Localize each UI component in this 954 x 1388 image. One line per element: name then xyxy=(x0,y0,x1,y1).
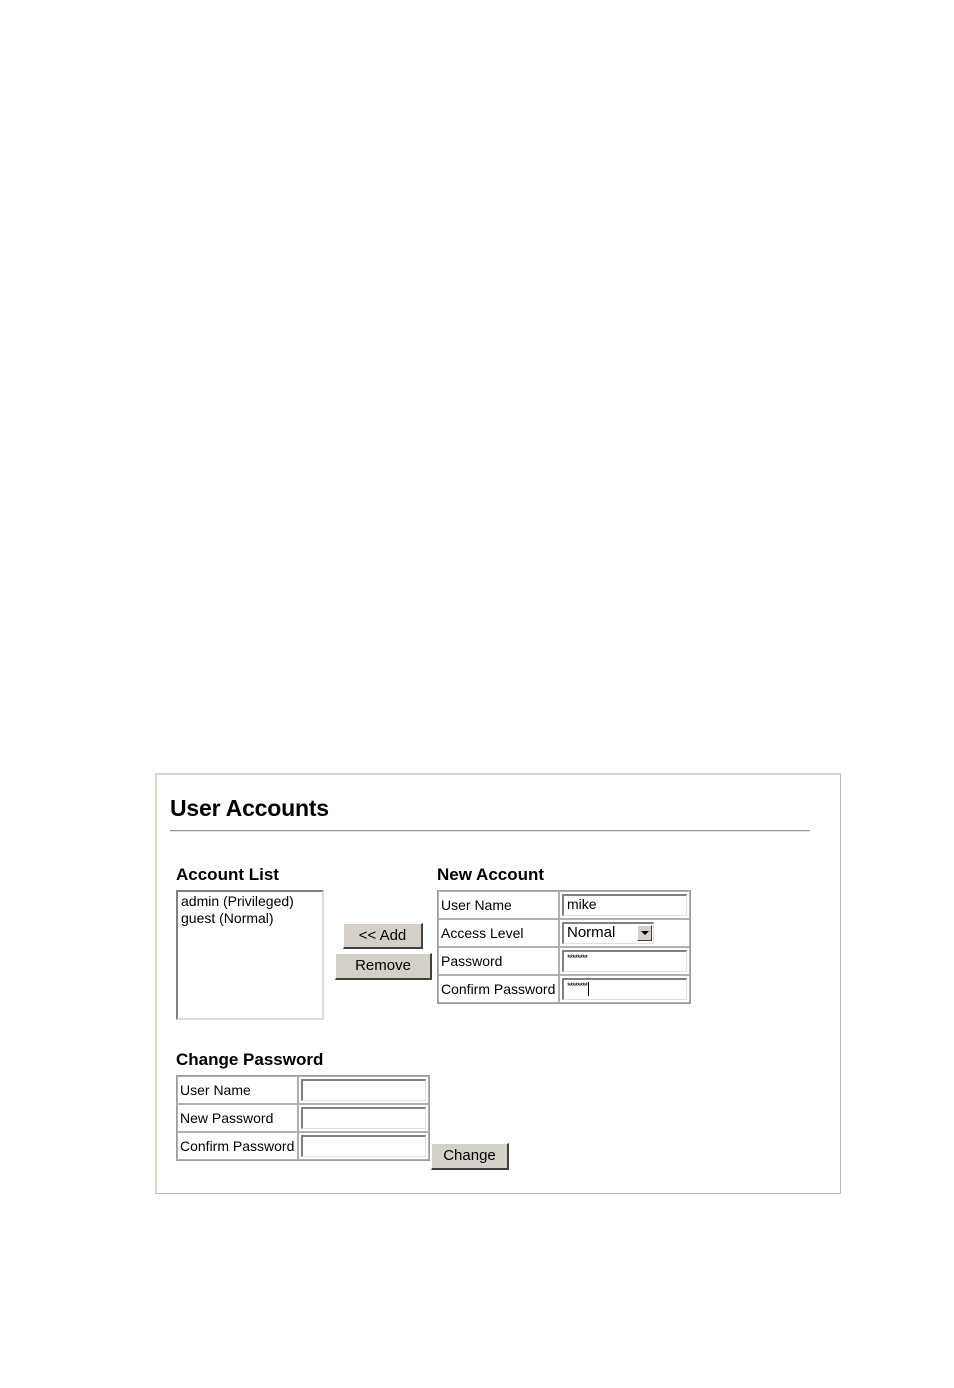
chevron-down-icon[interactable] xyxy=(637,925,652,941)
access-level-value: Normal xyxy=(567,924,616,941)
change-password-form xyxy=(176,1075,430,1161)
cp-user-name-input[interactable] xyxy=(301,1079,426,1101)
cp-user-name-label: User Name xyxy=(177,1076,298,1104)
list-item[interactable]: guest (Normal) xyxy=(181,910,274,926)
user-name-label: User Name xyxy=(438,891,559,919)
page-title: User Accounts xyxy=(170,795,329,821)
new-account-heading: New Account xyxy=(437,865,545,884)
confirm-password-mask: ******** xyxy=(567,981,588,991)
new-user-name-input[interactable]: mike xyxy=(562,894,687,916)
access-level-label: Access Level xyxy=(438,919,559,947)
account-list-heading: Account List xyxy=(176,865,279,884)
add-button[interactable]: << Add xyxy=(343,923,423,949)
password-label: Password xyxy=(438,947,559,975)
new-account-form xyxy=(437,890,691,1004)
password-mask: ******** xyxy=(567,953,588,963)
cp-confirm-password-label: Confirm Password xyxy=(177,1132,298,1160)
cp-new-password-label: New Password xyxy=(177,1104,298,1132)
list-item[interactable]: admin (Privileged) xyxy=(181,893,294,909)
new-password-input[interactable] xyxy=(562,950,687,972)
account-listbox[interactable] xyxy=(176,890,324,1020)
cp-confirm-password-input[interactable] xyxy=(301,1135,426,1157)
title-divider xyxy=(170,830,810,832)
remove-button[interactable]: Remove xyxy=(335,953,432,980)
access-level-select[interactable] xyxy=(562,922,654,944)
cp-new-password-input[interactable] xyxy=(301,1107,426,1129)
new-confirm-password-input[interactable] xyxy=(562,978,687,1000)
user-accounts-panel xyxy=(155,773,841,1194)
confirm-password-label: Confirm Password xyxy=(438,975,559,1003)
text-caret xyxy=(588,982,589,996)
change-password-heading: Change Password xyxy=(176,1050,324,1069)
change-button[interactable]: Change xyxy=(431,1143,509,1170)
